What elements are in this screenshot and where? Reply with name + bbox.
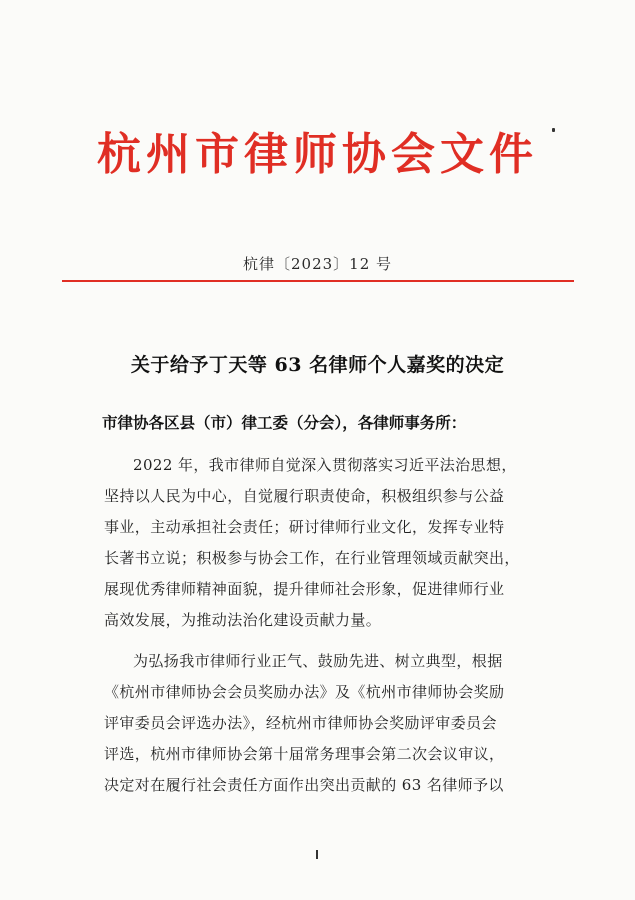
paragraph-line: 事业，主动承担社会责任；研讨律师行业文化，发挥专业特 bbox=[104, 518, 505, 536]
page-number-mark bbox=[316, 850, 318, 859]
paragraph-line: 2022 年，我市律师自觉深入贯彻落实习近平法治思想， bbox=[133, 456, 517, 474]
paragraph-line: 高效发展，为推动法治化建设贡献力量。 bbox=[104, 611, 382, 629]
paragraph-line: 长著书立说；积极参与协会工作，在行业管理领域贡献突出， bbox=[104, 549, 520, 567]
paragraph-line: 展现优秀律师精神面貌，提升律师社会形象，促进律师行业 bbox=[104, 580, 505, 598]
header-divider bbox=[62, 280, 574, 282]
scan-speck bbox=[552, 128, 555, 132]
paragraph-line: 为弘扬我市律师行业正气、鼓励先进、树立典型，根据 bbox=[133, 652, 503, 670]
paragraph-line: 坚持以人民为中心，自觉履行职责使命，积极组织参与公益 bbox=[104, 487, 505, 505]
document-header-title: 杭州市律师协会文件 bbox=[97, 129, 538, 180]
document-number: 杭律〔2023〕12 号 bbox=[242, 255, 393, 273]
paragraph-line: 评选，杭州市律师协会第十届常务理事会第二次会议审议， bbox=[104, 745, 505, 763]
paragraph-line: 评审委员会评选办法》，经杭州市律师协会奖励评审委员会 bbox=[104, 714, 497, 732]
paragraph-line: 决定对在履行社会责任方面作出突出贡献的 63 名律师予以 bbox=[104, 776, 504, 794]
decision-title: 关于给予丁天等 63 名律师个人嘉奖的决定 bbox=[130, 354, 505, 376]
paragraph-line: 《杭州市律师协会会员奖励办法》及《杭州市律师协会奖励 bbox=[104, 683, 505, 701]
addressee-line: 市律协各区县（市）律工委（分会），各律师事务所： bbox=[102, 414, 467, 432]
